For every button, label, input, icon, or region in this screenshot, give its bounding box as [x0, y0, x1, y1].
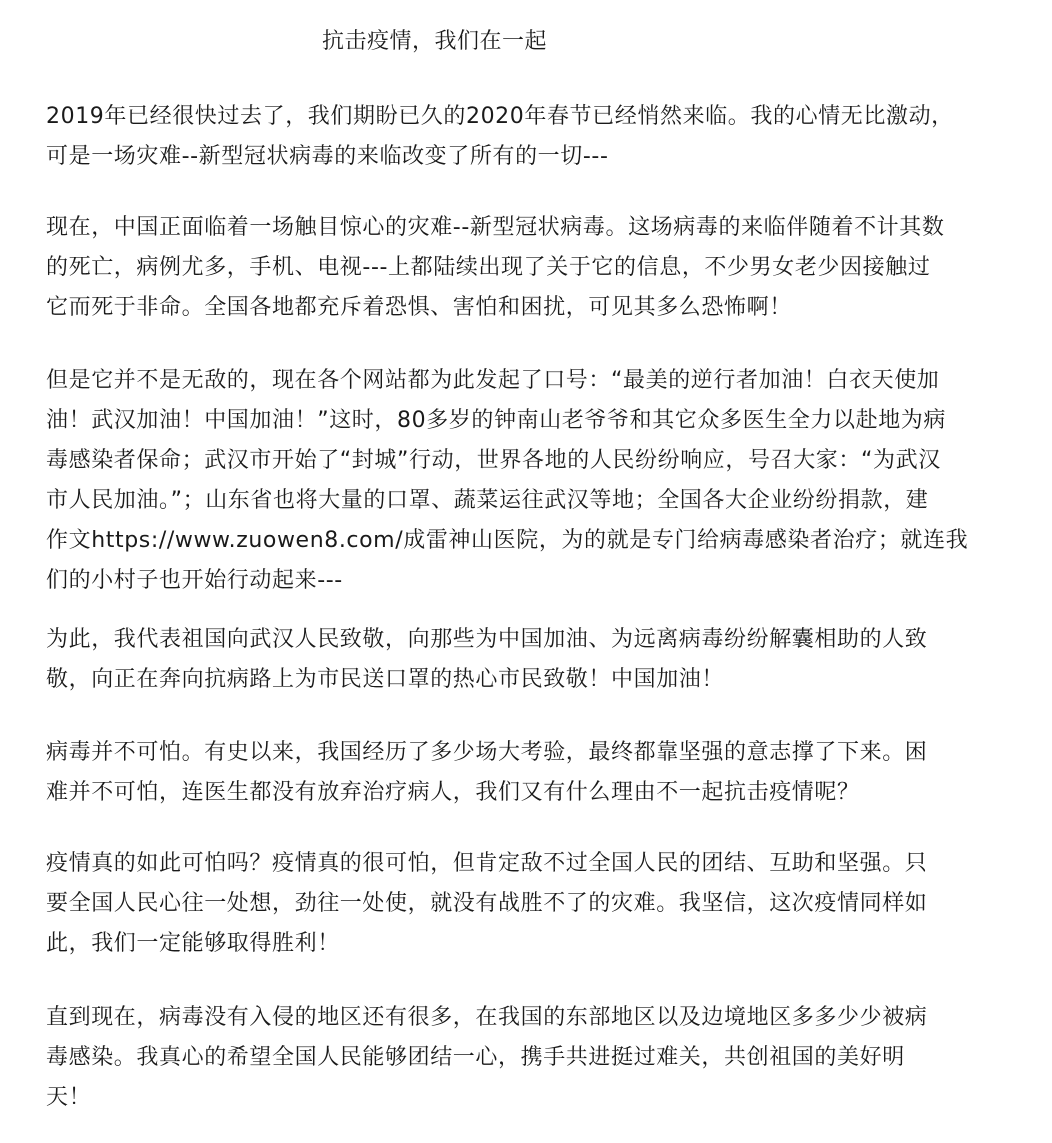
- paragraph-line: 疫情真的如此可怕吗？疫情真的很可怕，但肯定敌不过全国人民的团结、互助和坚强。只: [46, 851, 928, 876]
- paragraph-5: [46, 733, 1030, 813]
- paragraph-line: 作文https://www.zuowen8.com/成雷神山医院，为的就是专门给病毒感染者治疗；就连我: [46, 528, 969, 553]
- paragraph-line: 它而死于非命。全国各地都充斥着恐惧、害怕和困扰，可见其多么恐怖啊！: [46, 295, 792, 320]
- paragraph-line: 现在，中国正面临着一场触目惊心的灾难--新型冠状病毒。这场病毒的来临伴随着不计其数: [46, 215, 945, 240]
- article-title: 抗击疫情，我们在一起: [322, 29, 548, 54]
- paragraph-line: 的死亡，病例尤多，手机、电视---上都陆续出现了关于它的信息，不少男女老少因接触过: [46, 255, 931, 280]
- paragraph-6: [46, 844, 1030, 964]
- paragraph-line: 要全国人民心往一处想，劲往一处使，就没有战胜不了的灾难。我坚信，这次疫情同样如: [46, 891, 928, 916]
- paragraph-line: 2019年已经很快过去了，我们期盼已久的2020年春节已经悄然来临。我的心情无比激动，: [46, 104, 954, 129]
- paragraph-line: 油！武汉加油！中国加油！”这时，80多岁的钟南山老爷爷和其它众多医生全力以赴地为病: [46, 408, 946, 433]
- paragraph-line: 们的小村子也开始行动起来---: [46, 568, 343, 593]
- paragraph-line: 直到现在，病毒没有入侵的地区还有很多，在我国的东部地区以及边境地区多多少少被病: [46, 1005, 928, 1030]
- paragraph-line: 但是它并不是无敌的，现在各个网站都为此发起了口号：“最美的逆行者加油！白衣天使加: [46, 368, 940, 393]
- paragraph-line: 此，我们一定能够取得胜利！: [46, 931, 340, 956]
- paragraph-3: [46, 361, 1030, 601]
- paragraph-1: [46, 97, 1030, 177]
- paragraph-4: [46, 620, 1030, 700]
- paragraph-line: 毒感染者保命；武汉市开始了“封城”行动，世界各地的人民纷纷响应，号召大家：“为武汉: [46, 448, 941, 473]
- paragraph-7: [46, 998, 1030, 1118]
- paragraph-line: 毒感染。我真心的希望全国人民能够团结一心，携手共进挺过难关，共创祖国的美好明: [46, 1045, 905, 1070]
- paragraph-line: 市人民加油。”；山东省也将大量的口罩、蔬菜运往武汉等地；全国各大企业纷纷捐款，建: [46, 488, 929, 513]
- paragraph-line: 病毒并不可怕。有史以来，我国经历了多少场大考验，最终都靠坚强的意志撑了下来。困: [46, 740, 928, 765]
- paragraph-line: 可是一场灾难--新型冠状病毒的来临改变了所有的一切---: [46, 144, 609, 169]
- paragraph-line: 难并不可怕，连医生都没有放弃治疗病人，我们又有什么理由不一起抗击疫情呢？: [46, 780, 860, 805]
- paragraph-2: [46, 208, 1030, 328]
- paragraph-line: 为此，我代表祖国向武汉人民致敬，向那些为中国加油、为远离病毒纷纷解囊相助的人致: [46, 627, 928, 652]
- paragraph-line: 天！: [46, 1085, 92, 1110]
- paragraph-line: 敬，向正在奔向抗病路上为市民送口罩的热心市民致敬！中国加油！: [46, 667, 725, 692]
